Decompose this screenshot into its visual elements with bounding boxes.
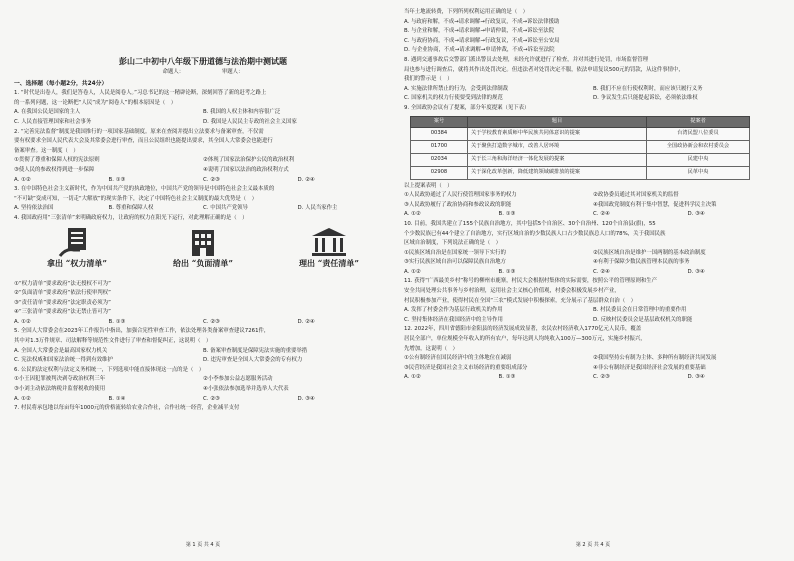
q6-item-1: ①小王因犯罪被判决剥夺政治权利三年 (14, 376, 106, 383)
question-11-line-2: 安全共同处理公共事务与乡村治理，运用社会主义核心价值观，村委会积极发展乡村产业， (404, 288, 620, 295)
q4-option-d: D. ②④ (297, 318, 315, 325)
q1-option-b: B. 我国的人权主体和内容很广泛 (203, 109, 281, 116)
page-footer: 第 1 页 共 4 页 (185, 542, 221, 549)
cell-proposer: 民革中央 (647, 166, 750, 179)
q4-option-b: B. ①③ (108, 318, 126, 325)
q12-option-b: B. ①③ (498, 374, 516, 381)
page-2 (404, 8, 782, 553)
question-11-line-3: 村民积极参加产业，使得村民在全国“三农”模式发展中积极探索，充分展示了基层群众自治（ ） (404, 297, 636, 304)
power-list-label: 拿出 “权力清单” (47, 257, 107, 268)
cell-proposer: 民建中央 (647, 153, 750, 166)
table-row (411, 127, 750, 140)
q7-option-d: D. 与企业协商，不成→请求调解→申请仲裁，不成→诉讼至法院 (404, 47, 555, 54)
cell-title: 关于聚焦打造数字城市，改善人居环境 (468, 140, 647, 153)
question-12-line-3: 先增加，这说明（ ） (404, 345, 458, 352)
question-10-line-2: 个少数民族已有44个建立了自治地方，实行区域自治的少数民族人口占少数民族总人口的78%，关于我国民族 (404, 230, 666, 237)
negative-list-label: 给出 “负面清单” (173, 257, 233, 268)
q9-item-4: ④我国政党制度有利于集中智慧，促进科学民主决策 (593, 201, 717, 208)
question-8-line-3: 我们的警示是（ ） (404, 76, 453, 83)
q12-option-c: C. ②③ (593, 374, 610, 381)
q9-tail: 以上提案表明（ ） (404, 182, 453, 189)
q12-item-4: ④非公有制经济是我国经济社会发展的重要基础 (593, 364, 706, 371)
question-12-line-1: 12. 2022年，四川省德阳市金阳县的经济发展成效显著，农民农村经济收入1770亿元人民币，覆盖 (404, 326, 642, 333)
q9-item-2: ②政协委员通过其对国家机关的监督 (593, 192, 679, 199)
question-10-line-1: 10. 目前，我国共建立了155个民族自治地方，其中包括5个自治区、30个自治州、120个自治县(旗)，55 (404, 220, 656, 227)
cell-title: 关于学校教育素质师中华民族共同体意识的提案 (468, 127, 647, 140)
q12-option-d: D. ③④ (687, 374, 705, 381)
responsibility-list-label: 理出 “责任清单” (299, 257, 359, 268)
cell-title: 关于长三角和海洋经济一体化发展的提案 (468, 153, 647, 166)
col-header-number: 案号 (411, 116, 468, 127)
q6-item-2: ②小李参加公益志愿服务活动 (203, 376, 273, 383)
q2-item-3: ③使人民的参政权得到进一步保障 (14, 166, 95, 173)
question-11-line-1: 11. 获得“广西最美乡村”称号的柳州市鹿寨，村民大会根据村集体的实际需要，按照公平的管理原则和生产 (404, 278, 658, 285)
q5-option-c: C. 宪法权威和国家法治统一得到有效维护 (14, 357, 113, 364)
col-header-title: 题目 (468, 116, 647, 127)
q7-option-a: A. 与政府和解，不成→请求调解→行政复议，不成→诉讼法律援助 (404, 18, 560, 25)
power-list-figure (32, 226, 122, 280)
q9-item-1: ①人民政协通过了人民行使管理国家事务的权力 (404, 192, 517, 199)
building-icon (180, 226, 226, 258)
q9-item-3: ③人民政协履行了政治协商和参政议政的职能 (404, 201, 512, 208)
q8-option-b: B. 我们不应在行使权利时，而应该只履行义务 (593, 85, 703, 92)
question-9: 9. 全国政协会议有了提案，部分年度提案（见下表） (404, 104, 530, 111)
q11-option-c: C. 坚持集体经济在我国经济中的主导作用 (404, 316, 503, 323)
exam-title: 彭山二中初中八年级下册道德与法治期中测试题 (119, 57, 287, 66)
q6-item-3: ③小刘主动依法纳税并监督税收的使用 (14, 386, 106, 393)
table-row (411, 153, 750, 166)
question-8-line-1: 8. 遇到交通事故后交警部门派出警员去处理，未经允许就进行了检查，并对其进行处罚，市场监督管理 (404, 56, 649, 63)
table-header-row (411, 116, 750, 127)
q12-item-3: ③民营经济是我国社会主义市场经济的重要组成部分 (404, 364, 528, 371)
table-row (411, 166, 750, 179)
q11-option-a: A. 发挥了村委会作为基层行政机关的作用 (404, 307, 503, 314)
q9-option-b: B. ①③ (498, 211, 516, 218)
cell-title: 关于深化改革创新，降低建筑领域碳排放的提案 (468, 166, 647, 179)
page-footer: 第 2 页 共 4 页 (575, 542, 611, 549)
cell-number: 02908 (411, 166, 468, 179)
reviewer-label: 审题人： (221, 69, 244, 75)
author-label: 命题人： (162, 69, 185, 75)
q10-option-d: D. ③④ (687, 268, 705, 275)
question-2-line-1: 2. “完善宪法监督”制度是我国推行的一项国家基础制度。原来在查阅并提出立法要求与备案审查，不仅需 (14, 128, 264, 135)
q7-option-b: B. 与企业和解，不成→请求调解→申请仲裁，不成→诉讼至法院 (404, 28, 555, 35)
q5-option-a: A. 全国人大常委会是最高国家权力机关 (14, 347, 108, 354)
responsibility-list-figure (284, 226, 374, 280)
table-row (411, 140, 750, 153)
q5-option-d: D. 违宪审查是全国人大常委会的专有权力 (203, 357, 303, 364)
q5-option-b: B. 备案审查制度是保障宪法实施的重要举措 (203, 347, 308, 354)
section-heading: 一、选择题（每小题2分，共24分） (14, 80, 108, 87)
q10-option-b: B. ①③ (498, 268, 516, 275)
question-3-line-1: 3. 在中国特色社会主义新时代，作为中国共产党的执政地位，中国共产党的领导是中国特色社会主义最本质的 (14, 186, 275, 193)
cell-number: 01700 (411, 140, 468, 153)
question-3-line-2: “不可缺”变成可知，一切走“大解放”的现实条件下，决定了中国特色社会主义制度的最大优势是（ ） (14, 195, 257, 202)
q8-option-c: C. 国家机关的权力行使要受到法律的规范 (404, 95, 503, 102)
q3-option-c: C. 中国共产党领导 (203, 205, 248, 212)
q9-option-c: C. ②④ (593, 211, 610, 218)
q11-option-b: B. 村民委员会在日常管理中的重要作用 (593, 307, 687, 314)
q1-option-a: A. 在我国公民是国家的主人 (14, 109, 81, 116)
q10-option-a: A. ①② (404, 268, 421, 275)
question-8-line-2: 局也参与进行调查后，就将其作出处罚决定。但违法者对处罚决定不服，依法申请复议500元的罚款，从这件事情中， (404, 66, 684, 73)
cell-number: 02034 (411, 153, 468, 166)
q1-option-d: D. 我国是人民民主专政的社会主义国家 (203, 118, 297, 125)
q12-item-2: ②我国坚持公有制为主体、多种所有制经济共同发展 (593, 355, 717, 362)
q10-option-c: C. ②④ (593, 268, 610, 275)
q2-item-2: ②体现了国家法治保护公民的政治权利 (203, 157, 295, 164)
q2-item-1: ①贯彻了尊重和保障人权的宪法原则 (14, 157, 100, 164)
q4-option-a: A. ①② (14, 318, 31, 325)
author-line (14, 68, 392, 78)
q10-item-3: ③实行民族区域自治可以保障民族自治地方 (404, 259, 506, 266)
col-header-proposer: 提案者 (647, 116, 750, 127)
q1-option-c: C. 人民直接管理国家和社会事务 (14, 118, 92, 125)
cell-number: 00384 (411, 127, 468, 140)
q9-option-d: D. ③④ (687, 211, 705, 218)
q6-item-4: ④小张依法参加选举并选举人大代表 (203, 386, 289, 393)
q4-item-1: ①“权力清单”要求政府“法无授权不可为” (14, 280, 111, 287)
question-5-line-2: 其中对1.3万件规章、司法解释等规范性文件进行了审查和督促纠正，这说明（ ） (14, 338, 212, 345)
q6-option-d: D. ③④ (297, 395, 315, 402)
question-12-line-2: 居民全部户，单位规模全年收入的所有农户，每年达到人均纯收入100万—300万元，实施乡村振兴， (404, 336, 646, 343)
q7-continuation: 当年土地流转费，下列所列权利运用正确的是（ ） (404, 9, 528, 15)
q2-option-d: D. ②④ (297, 176, 315, 183)
cell-proposer: 全国政协新会和农村委员会 (647, 140, 750, 153)
q8-option-a: A. 实施法律所禁止的行为，会受到法律制裁 (404, 85, 509, 92)
question-1-line-2: 的一系列问题，这一论断把“人民”成为“阅卷人”的根本原因是（ ） (14, 99, 177, 106)
proposal-table (410, 116, 750, 180)
question-7: 7. 村民将承包地以每亩每年1000元的价格流转给农业合作社，合作社统一经营，企业减半支付 (14, 405, 240, 412)
hand-holding-list-icon (54, 226, 100, 258)
page-1 (14, 8, 392, 553)
q12-option-a: A. ①② (404, 374, 421, 381)
q2-item-4: ④说明了国家以法治的政治权利方式 (203, 166, 289, 173)
question-1-line-1: 1. “时代是出卷人，我们是答卷人，人民是阅卷人。”习总书记的这一精辟论断，深刻回答了新的赶考之路上 (14, 90, 267, 97)
q9-option-a: A. ①② (404, 211, 421, 218)
q3-option-a: A. 坚持依法治国 (14, 205, 54, 212)
q4-item-3: ③“责任清单”要求政府“法定职责必须为” (14, 299, 111, 306)
q6-option-b: B. ①④ (108, 395, 126, 402)
question-5-line-1: 5. 全国人大常委会在2023年工作报告中指出，加强合宪性审查工作，依法处理各类备案审查建议7261件， (14, 328, 270, 335)
q12-item-1: ①公有制经济在国民经济中的主体地位在减弱 (404, 355, 512, 362)
government-building-icon (306, 226, 352, 258)
question-10-line-3: 区域自治制度，下列说法正确的是（ ） (404, 240, 502, 247)
q10-item-4: ④有利于保障少数民族管理本民族的事务 (593, 259, 690, 266)
q3-option-d: D. 人民当家作主 (297, 205, 338, 212)
q2-option-a: A. ①② (14, 176, 31, 183)
question-4: 4. 我国政府用“三张清单”来明确政府权力，让政府的权力在阳光下运行，对此理解正确的是（ ） (14, 214, 248, 221)
cell-proposer: 台湾民盟八位委员 (647, 127, 750, 140)
q2-option-b: B. ①③ (108, 176, 126, 183)
q2-option-c: C. ②③ (203, 176, 220, 183)
negative-list-figure (158, 226, 248, 280)
q6-option-a: A. ①② (14, 395, 31, 402)
q10-item-2: ②民族区域自治是维护一国两制的基本政治制度 (593, 249, 706, 256)
q4-option-c: C. ②③ (203, 318, 220, 325)
q10-item-1: ①民族区域自治是在国家统一领导下实行的 (404, 249, 506, 256)
q8-option-d: D. 争议发生后只能提起诉讼，必须依法维权 (593, 95, 698, 102)
question-6: 6. 公民的法定权利与法定义务相统一，下列选项中能直接体现这一点的是（ ） (14, 366, 205, 373)
q7-option-c: C. 与政府协商，不成→请求调解→行政复议，不成→诉讼至公安局 (404, 37, 560, 44)
three-lists-illustration (14, 226, 392, 280)
q11-option-d: D. 反映村民委员会是基层政权机关的职能 (593, 316, 693, 323)
q6-option-c: C. ②③ (203, 395, 220, 402)
question-2-line-2: 要有权要求全国人民代表大会及其常委会进行审查，而且公民组织也能提出要求，其全国人大常委会也能进行 (14, 138, 273, 145)
question-2-line-3: 备案审查。这一制度（ ） (14, 147, 79, 154)
q3-option-b: B. 尊重和保障人权 (108, 205, 154, 212)
q4-item-2: ②“负面清单”要求政府“依法行使审判权” (14, 290, 111, 297)
q4-item-4: ④“三张清单”要求政府“法无禁止皆可为” (14, 309, 111, 316)
